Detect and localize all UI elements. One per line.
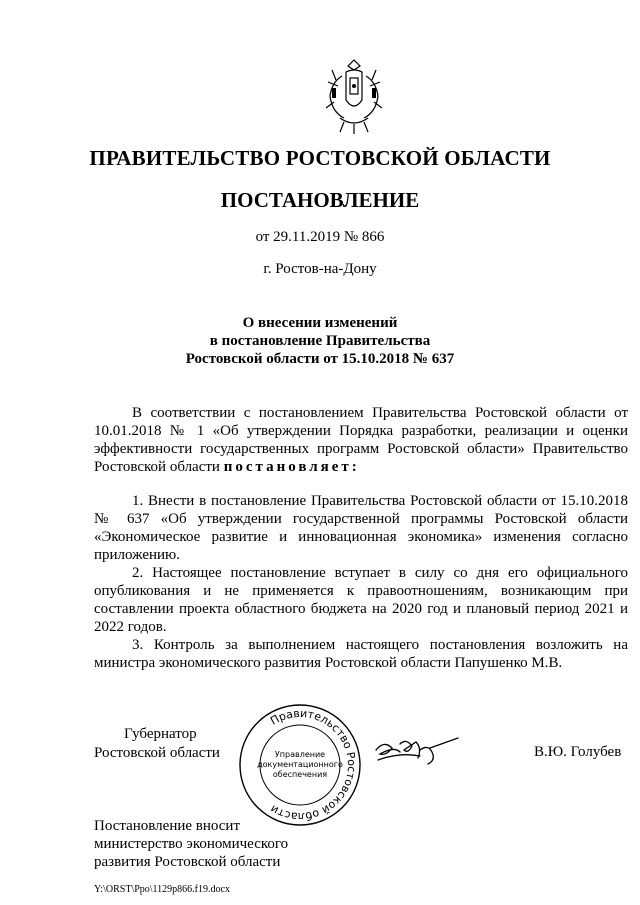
- subject-line: Ростовской области от 15.10.2018 № 637: [185, 351, 455, 367]
- preamble-text: В соответствии с постановлением Правительства Ростовской области от 10.01.2018 № 1 «Об утверждении Порядка разработки, реализации и оценки эффективности государственных программ Ростовской области» Правительство Ростовской области: [94, 405, 628, 475]
- seal-inner-line: Управление: [274, 750, 326, 759]
- submitting-authority: [94, 817, 288, 871]
- seal-inner-line: документационного: [257, 760, 343, 769]
- subject-line: в постановление Правительства: [209, 333, 431, 349]
- resolution-keyword: постановляет:: [223, 459, 360, 475]
- resolution-items: [94, 492, 628, 672]
- document-date-number: от 29.11.2019 № 866: [255, 229, 385, 245]
- document-subject: [0, 314, 640, 368]
- author-line: министерство экономического: [94, 836, 289, 852]
- document-type-heading: ПОСТАНОВЛЕНИЕ: [220, 188, 420, 212]
- signatory-title-line: Губернатор: [124, 726, 197, 742]
- seal-ring-text: Правительство Ростовской области: [268, 706, 359, 824]
- author-line: развития Ростовской области: [94, 854, 281, 870]
- list-item: 1. Внести в постановление Правительства Ростовской области от 15.10.2018 № 637 «Об утверждении государственной программы Ростовской области «Экономическое развитие и инновационная экономика» изменения согласно приложению.: [94, 493, 628, 563]
- handwritten-signature-icon: [370, 730, 466, 774]
- seal-inner-line: обеспечения: [272, 770, 328, 779]
- list-item: 3. Контроль за выполнением настоящего постановления возложить на министра экономического развития Ростовской области Папушенко М.В.: [94, 637, 628, 671]
- document-city: г. Ростов-на-Дону: [263, 261, 377, 277]
- official-seal-icon: [238, 703, 362, 827]
- file-path: Y:\ORST\Ppo\1129p866.f19.docx: [94, 884, 230, 895]
- organization-heading: ПРАВИТЕЛЬСТВО РОСТОВСКОЙ ОБЛАСТИ: [89, 146, 551, 170]
- signatory-name: В.Ю. Голубев: [534, 744, 622, 760]
- coat-of-arms-icon: [322, 56, 386, 136]
- subject-line: О внесении изменений: [242, 315, 398, 331]
- author-line: Постановление вносит: [94, 818, 241, 834]
- signatory-title-line: Ростовской области: [94, 745, 220, 761]
- signatory-title: [94, 725, 220, 763]
- preamble-paragraph: [94, 404, 628, 476]
- list-item: 2. Настоящее постановление вступает в силу со дня его официального опубликования и не применяется к правоотношениям, возникающим при составлении проекта областного бюджета на 2020 год и плановый период 2021 и 2022 годов.: [94, 565, 628, 635]
